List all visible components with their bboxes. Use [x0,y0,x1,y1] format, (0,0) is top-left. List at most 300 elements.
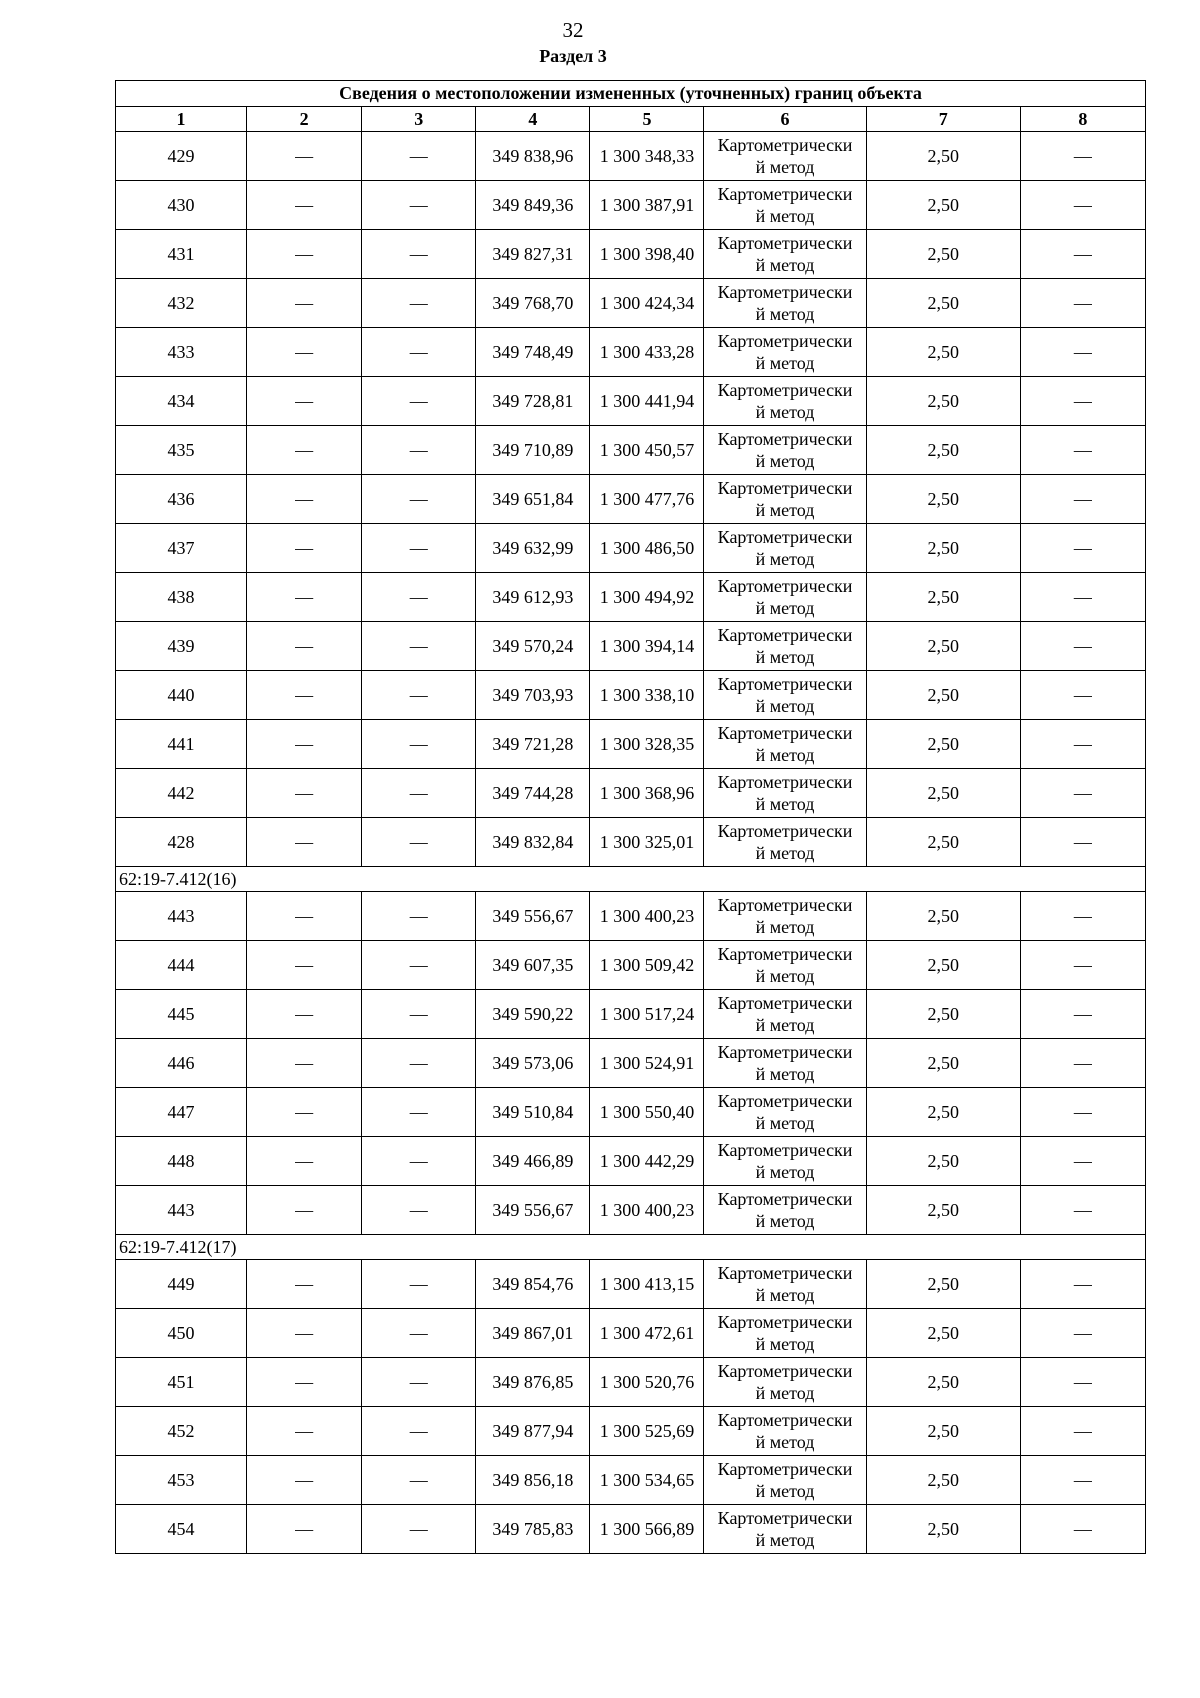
col2-dash-cell: — [247,818,362,867]
method-line-1: Картометрически [717,184,853,204]
col3-dash-cell: — [362,769,476,818]
column-number: 6 [704,107,866,132]
method-line-2: й метод [755,794,815,814]
table-body [116,132,1146,1554]
y-coordinate-cell: 1 300 441,94 [590,377,704,426]
method-line-1: Картометрически [717,772,853,792]
method-line-2: й метод [755,206,815,226]
x-coordinate-cell: 349 876,85 [476,1358,590,1407]
col3-dash-cell: — [362,426,476,475]
table-row [116,1358,1146,1407]
accuracy-cell: 2,50 [866,1358,1020,1407]
point-number-cell: 434 [116,377,247,426]
table-row [116,377,1146,426]
y-coordinate-cell: 1 300 394,14 [590,622,704,671]
table-row [116,1088,1146,1137]
col3-dash-cell: — [362,1358,476,1407]
method-line-1: Картометрически [717,1508,853,1528]
method-line-2: й метод [755,966,815,986]
x-coordinate-cell: 349 827,31 [476,230,590,279]
col3-dash-cell: — [362,1456,476,1505]
method-line-1: Картометрически [717,527,853,547]
col3-dash-cell: — [362,132,476,181]
method-cell [704,230,866,279]
method-line-2: й метод [755,549,815,569]
col3-dash-cell: — [362,1039,476,1088]
method-line-2: й метод [755,1432,815,1452]
table-row [116,622,1146,671]
method-cell [704,1505,866,1554]
point-number-cell: 429 [116,132,247,181]
y-coordinate-cell: 1 300 520,76 [590,1358,704,1407]
method-line-2: й метод [755,451,815,471]
accuracy-cell: 2,50 [866,279,1020,328]
column-number: 3 [362,107,476,132]
y-coordinate-cell: 1 300 509,42 [590,941,704,990]
col3-dash-cell: — [362,230,476,279]
point-number-cell: 428 [116,818,247,867]
accuracy-cell: 2,50 [866,671,1020,720]
method-line-1: Картометрически [717,478,853,498]
page-number: 32 [562,18,584,42]
table-row [116,426,1146,475]
method-line-1: Картометрически [717,380,853,400]
x-coordinate-cell: 349 710,89 [476,426,590,475]
method-cell [704,892,866,941]
col2-dash-cell: — [247,622,362,671]
method-cell [704,426,866,475]
col8-dash-cell: — [1020,1186,1145,1235]
col8-dash-cell: — [1020,328,1145,377]
method-cell [704,818,866,867]
method-line-1: Картометрически [717,331,853,351]
y-coordinate-cell: 1 300 413,15 [590,1260,704,1309]
method-line-1: Картометрически [717,282,853,302]
col2-dash-cell: — [247,892,362,941]
accuracy-cell: 2,50 [866,1137,1020,1186]
x-coordinate-cell: 349 466,89 [476,1137,590,1186]
method-line-2: й метод [755,402,815,422]
col3-dash-cell: — [362,279,476,328]
y-coordinate-cell: 1 300 472,61 [590,1309,704,1358]
col2-dash-cell: — [247,132,362,181]
col2-dash-cell: — [247,426,362,475]
method-line-2: й метод [755,1285,815,1305]
accuracy-cell: 2,50 [866,1407,1020,1456]
method-line-1: Картометрически [717,993,853,1013]
accuracy-cell: 2,50 [866,1088,1020,1137]
col2-dash-cell: — [247,1407,362,1456]
table-row [116,892,1146,941]
cadastral-group-label: 62:19-7.412(16) [116,867,1146,892]
table-row [116,1309,1146,1358]
method-cell [704,1088,866,1137]
x-coordinate-cell: 349 590,22 [476,990,590,1039]
method-cell [704,328,866,377]
group-row [116,1235,1146,1260]
method-cell [704,279,866,328]
method-line-2: й метод [755,500,815,520]
col2-dash-cell: — [247,1456,362,1505]
x-coordinate-cell: 349 854,76 [476,1260,590,1309]
x-coordinate-cell: 349 607,35 [476,941,590,990]
table-row [116,524,1146,573]
x-coordinate-cell: 349 556,67 [476,892,590,941]
point-number-cell: 445 [116,990,247,1039]
accuracy-cell: 2,50 [866,230,1020,279]
table-row [116,1505,1146,1554]
col2-dash-cell: — [247,1039,362,1088]
col8-dash-cell: — [1020,279,1145,328]
x-coordinate-cell: 349 849,36 [476,181,590,230]
x-coordinate-cell: 349 748,49 [476,328,590,377]
column-number: 4 [476,107,590,132]
accuracy-cell: 2,50 [866,892,1020,941]
accuracy-cell: 2,50 [866,1456,1020,1505]
col3-dash-cell: — [362,181,476,230]
col8-dash-cell: — [1020,1088,1145,1137]
col8-dash-cell: — [1020,1358,1145,1407]
x-coordinate-cell: 349 721,28 [476,720,590,769]
col8-dash-cell: — [1020,1309,1145,1358]
col3-dash-cell: — [362,328,476,377]
method-line-2: й метод [755,1481,815,1501]
col2-dash-cell: — [247,279,362,328]
col8-dash-cell: — [1020,1039,1145,1088]
col3-dash-cell: — [362,475,476,524]
y-coordinate-cell: 1 300 424,34 [590,279,704,328]
y-coordinate-cell: 1 300 525,69 [590,1407,704,1456]
method-cell [704,1137,866,1186]
x-coordinate-cell: 349 632,99 [476,524,590,573]
section-title: Раздел 3 [539,46,607,66]
method-cell [704,1456,866,1505]
col3-dash-cell: — [362,1186,476,1235]
y-coordinate-cell: 1 300 524,91 [590,1039,704,1088]
method-line-1: Картометрически [717,576,853,596]
group-row [116,867,1146,892]
method-line-2: й метод [755,1064,815,1084]
point-number-cell: 432 [116,279,247,328]
x-coordinate-cell: 349 867,01 [476,1309,590,1358]
method-line-2: й метод [755,1015,815,1035]
method-line-2: й метод [755,843,815,863]
column-number: 2 [247,107,362,132]
table-row [116,573,1146,622]
point-number-cell: 435 [116,426,247,475]
x-coordinate-cell: 349 877,94 [476,1407,590,1456]
point-number-cell: 452 [116,1407,247,1456]
col3-dash-cell: — [362,818,476,867]
point-number-cell: 440 [116,671,247,720]
table-caption: Сведения о местоположении измененных (уточненных) границ объекта [116,81,1146,107]
accuracy-cell: 2,50 [866,622,1020,671]
col2-dash-cell: — [247,769,362,818]
method-line-1: Картометрически [717,674,853,694]
accuracy-cell: 2,50 [866,769,1020,818]
accuracy-cell: 2,50 [866,132,1020,181]
method-line-1: Картометрически [717,944,853,964]
accuracy-cell: 2,50 [866,1505,1020,1554]
col8-dash-cell: — [1020,230,1145,279]
method-line-2: й метод [755,1211,815,1231]
col2-dash-cell: — [247,990,362,1039]
column-number: 1 [116,107,247,132]
method-cell [704,941,866,990]
y-coordinate-cell: 1 300 348,33 [590,132,704,181]
table-row [116,230,1146,279]
col3-dash-cell: — [362,671,476,720]
col2-dash-cell: — [247,1260,362,1309]
col2-dash-cell: — [247,941,362,990]
y-coordinate-cell: 1 300 328,35 [590,720,704,769]
method-cell [704,1407,866,1456]
col8-dash-cell: — [1020,990,1145,1039]
method-cell [704,377,866,426]
x-coordinate-cell: 349 728,81 [476,377,590,426]
col8-dash-cell: — [1020,671,1145,720]
col3-dash-cell: — [362,1407,476,1456]
x-coordinate-cell: 349 838,96 [476,132,590,181]
table-row [116,132,1146,181]
col3-dash-cell: — [362,524,476,573]
col3-dash-cell: — [362,573,476,622]
y-coordinate-cell: 1 300 477,76 [590,475,704,524]
method-cell [704,1358,866,1407]
method-line-2: й метод [755,745,815,765]
col2-dash-cell: — [247,377,362,426]
y-coordinate-cell: 1 300 325,01 [590,818,704,867]
table-row [116,328,1146,377]
table-row [116,720,1146,769]
point-number-cell: 450 [116,1309,247,1358]
column-number: 8 [1020,107,1145,132]
point-number-cell: 443 [116,892,247,941]
x-coordinate-cell: 349 573,06 [476,1039,590,1088]
accuracy-cell: 2,50 [866,475,1020,524]
accuracy-cell: 2,50 [866,1039,1020,1088]
y-coordinate-cell: 1 300 566,89 [590,1505,704,1554]
table-row [116,990,1146,1039]
col8-dash-cell: — [1020,1260,1145,1309]
method-cell [704,475,866,524]
table-row [116,769,1146,818]
table-row [116,1260,1146,1309]
y-coordinate-cell: 1 300 368,96 [590,769,704,818]
col3-dash-cell: — [362,1309,476,1358]
y-coordinate-cell: 1 300 433,28 [590,328,704,377]
col2-dash-cell: — [247,720,362,769]
method-cell [704,1260,866,1309]
col8-dash-cell: — [1020,720,1145,769]
table-row [116,671,1146,720]
point-number-cell: 449 [116,1260,247,1309]
method-line-1: Картометрически [717,429,853,449]
method-line-2: й метод [755,1383,815,1403]
method-line-1: Картометрически [717,1312,853,1332]
col3-dash-cell: — [362,892,476,941]
boundary-coordinates-table [115,80,1146,1554]
method-cell [704,720,866,769]
col2-dash-cell: — [247,573,362,622]
y-coordinate-cell: 1 300 400,23 [590,892,704,941]
method-cell [704,622,866,671]
method-cell [704,132,866,181]
method-line-1: Картометрически [717,1189,853,1209]
x-coordinate-cell: 349 768,70 [476,279,590,328]
col8-dash-cell: — [1020,475,1145,524]
col2-dash-cell: — [247,181,362,230]
method-cell [704,1186,866,1235]
table-row [116,279,1146,328]
cadastral-group-label: 62:19-7.412(17) [116,1235,1146,1260]
y-coordinate-cell: 1 300 442,29 [590,1137,704,1186]
column-number: 5 [590,107,704,132]
accuracy-cell: 2,50 [866,181,1020,230]
method-line-2: й метод [755,1530,815,1550]
accuracy-cell: 2,50 [866,941,1020,990]
point-number-cell: 447 [116,1088,247,1137]
col2-dash-cell: — [247,1505,362,1554]
point-number-cell: 436 [116,475,247,524]
method-line-2: й метод [755,1334,815,1354]
accuracy-cell: 2,50 [866,1260,1020,1309]
column-number: 7 [866,107,1020,132]
point-number-cell: 430 [116,181,247,230]
col8-dash-cell: — [1020,377,1145,426]
accuracy-cell: 2,50 [866,328,1020,377]
y-coordinate-cell: 1 300 450,57 [590,426,704,475]
method-line-1: Картометрически [717,723,853,743]
point-number-cell: 441 [116,720,247,769]
method-line-1: Картометрически [717,1263,853,1283]
x-coordinate-cell: 349 612,93 [476,573,590,622]
method-line-1: Картометрически [717,1140,853,1160]
accuracy-cell: 2,50 [866,720,1020,769]
accuracy-cell: 2,50 [866,990,1020,1039]
col8-dash-cell: — [1020,941,1145,990]
method-cell [704,671,866,720]
point-number-cell: 433 [116,328,247,377]
method-line-1: Картометрически [717,233,853,253]
x-coordinate-cell: 349 744,28 [476,769,590,818]
col3-dash-cell: — [362,1505,476,1554]
col2-dash-cell: — [247,1358,362,1407]
table-row [116,1456,1146,1505]
col8-dash-cell: — [1020,573,1145,622]
col8-dash-cell: — [1020,181,1145,230]
accuracy-cell: 2,50 [866,377,1020,426]
method-cell [704,1309,866,1358]
point-number-cell: 439 [116,622,247,671]
point-number-cell: 442 [116,769,247,818]
method-line-1: Картометрически [717,1091,853,1111]
point-number-cell: 453 [116,1456,247,1505]
col2-dash-cell: — [247,1309,362,1358]
y-coordinate-cell: 1 300 486,50 [590,524,704,573]
col8-dash-cell: — [1020,892,1145,941]
col3-dash-cell: — [362,941,476,990]
col3-dash-cell: — [362,1137,476,1186]
method-line-2: й метод [755,1162,815,1182]
table-row [116,475,1146,524]
col2-dash-cell: — [247,1088,362,1137]
method-line-2: й метод [755,353,815,373]
point-number-cell: 437 [116,524,247,573]
x-coordinate-cell: 349 785,83 [476,1505,590,1554]
col3-dash-cell: — [362,1260,476,1309]
y-coordinate-cell: 1 300 400,23 [590,1186,704,1235]
table-row [116,181,1146,230]
col3-dash-cell: — [362,622,476,671]
point-number-cell: 454 [116,1505,247,1554]
col8-dash-cell: — [1020,132,1145,181]
col2-dash-cell: — [247,230,362,279]
col8-dash-cell: — [1020,769,1145,818]
column-number-row [116,107,1146,132]
col8-dash-cell: — [1020,1137,1145,1186]
point-number-cell: 438 [116,573,247,622]
method-line-1: Картометрически [717,821,853,841]
y-coordinate-cell: 1 300 550,40 [590,1088,704,1137]
col8-dash-cell: — [1020,622,1145,671]
point-number-cell: 448 [116,1137,247,1186]
accuracy-cell: 2,50 [866,524,1020,573]
accuracy-cell: 2,50 [866,573,1020,622]
method-line-1: Картометрически [717,135,853,155]
col8-dash-cell: — [1020,524,1145,573]
x-coordinate-cell: 349 703,93 [476,671,590,720]
x-coordinate-cell: 349 832,84 [476,818,590,867]
point-number-cell: 443 [116,1186,247,1235]
method-line-2: й метод [755,598,815,618]
point-number-cell: 444 [116,941,247,990]
point-number-cell: 446 [116,1039,247,1088]
col2-dash-cell: — [247,1137,362,1186]
method-line-1: Картометрически [717,1361,853,1381]
x-coordinate-cell: 349 856,18 [476,1456,590,1505]
method-line-2: й метод [755,157,815,177]
y-coordinate-cell: 1 300 494,92 [590,573,704,622]
accuracy-cell: 2,50 [866,1186,1020,1235]
method-line-2: й метод [755,647,815,667]
method-cell [704,524,866,573]
y-coordinate-cell: 1 300 517,24 [590,990,704,1039]
y-coordinate-cell: 1 300 387,91 [590,181,704,230]
method-line-1: Картометрически [717,895,853,915]
method-line-1: Картометрически [717,1410,853,1430]
x-coordinate-cell: 349 510,84 [476,1088,590,1137]
method-line-2: й метод [755,1113,815,1133]
method-line-2: й метод [755,304,815,324]
method-line-2: й метод [755,917,815,937]
method-cell [704,990,866,1039]
y-coordinate-cell: 1 300 338,10 [590,671,704,720]
col3-dash-cell: — [362,720,476,769]
method-line-2: й метод [755,696,815,716]
table-row [116,941,1146,990]
method-cell [704,769,866,818]
accuracy-cell: 2,50 [866,1309,1020,1358]
col2-dash-cell: — [247,524,362,573]
col8-dash-cell: — [1020,426,1145,475]
method-line-2: й метод [755,255,815,275]
col2-dash-cell: — [247,671,362,720]
y-coordinate-cell: 1 300 398,40 [590,230,704,279]
table-row [116,1137,1146,1186]
col8-dash-cell: — [1020,1407,1145,1456]
table-row [116,1407,1146,1456]
